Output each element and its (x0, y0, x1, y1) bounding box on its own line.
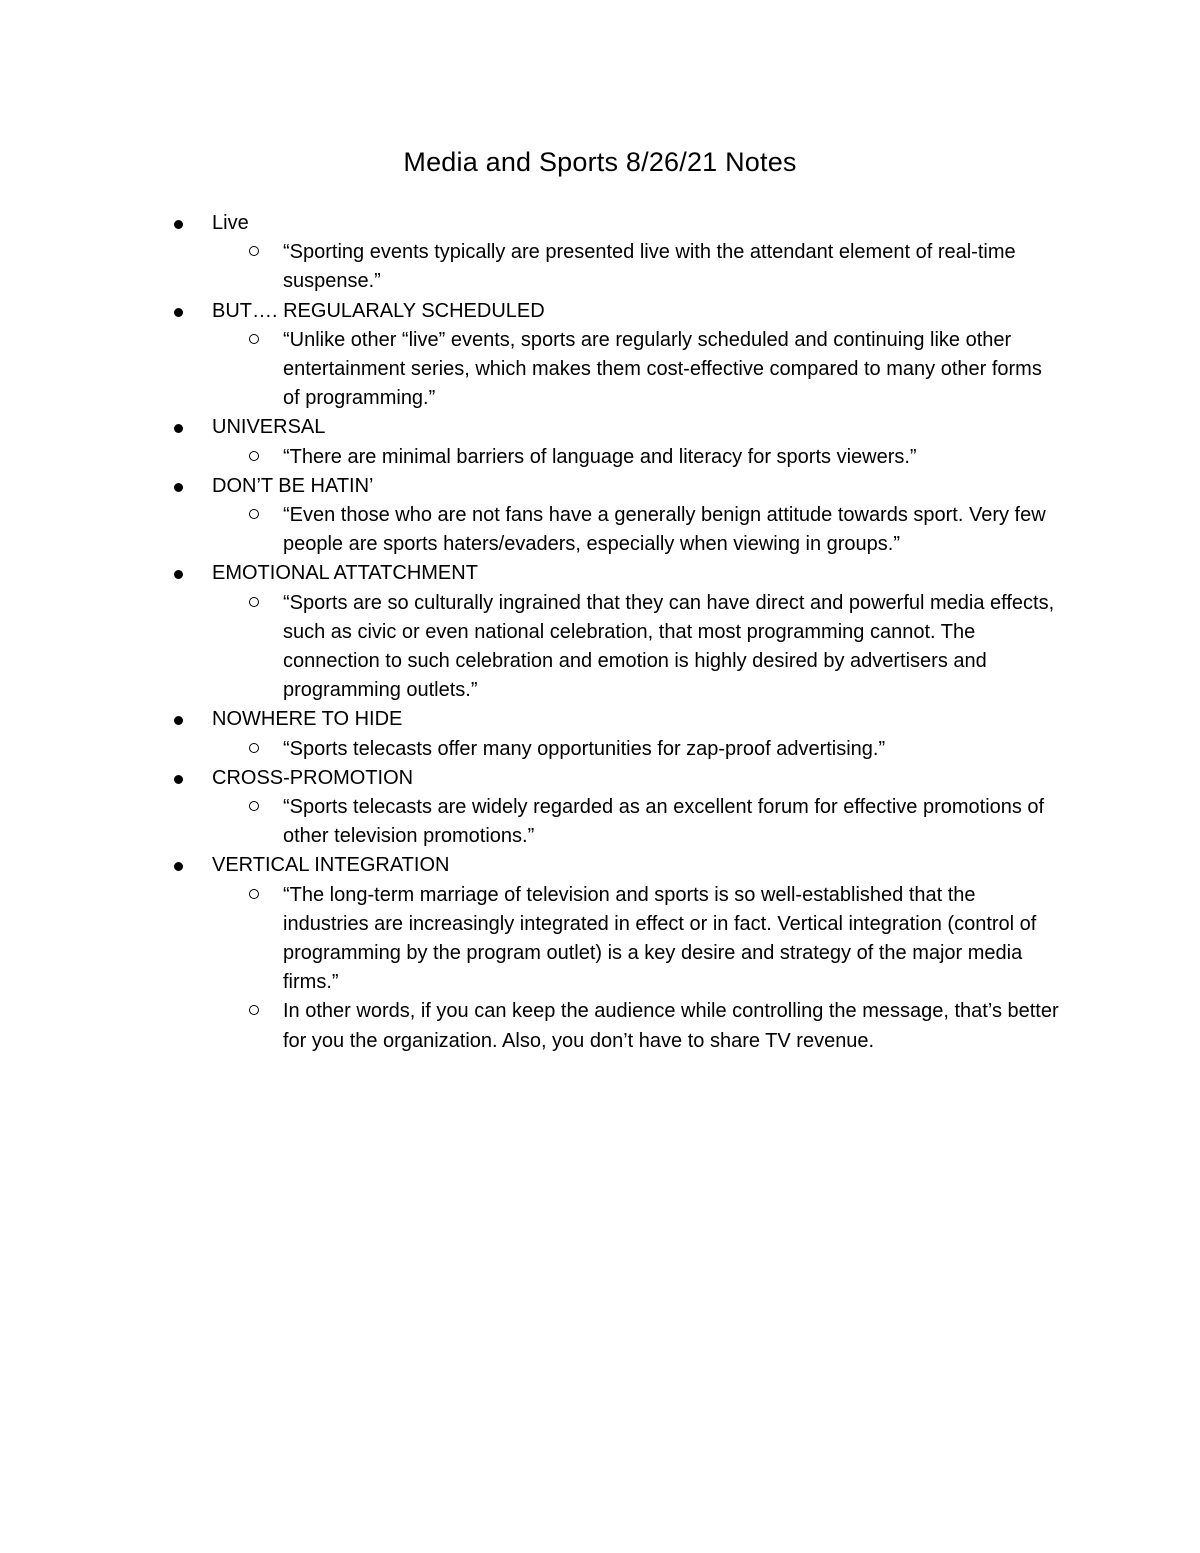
hollow-bullet-icon (249, 801, 259, 811)
topic-label: VERTICAL INTEGRATION (212, 854, 450, 877)
bullet-icon (174, 716, 183, 725)
hollow-bullet-icon (249, 246, 259, 256)
topic-label: EMOTIONAL ATTATCHMENT (212, 562, 478, 585)
sub-point (0, 589, 1200, 706)
sub-point-text: “The long-term marriage of television and sports is so well-established that the industries are increasingly integrated in effect or in fact. Vertical integration (control of programming by the program outlet) is a key desire and strategy of the major media firms.” (283, 883, 1037, 994)
topic-item (0, 559, 1200, 588)
sub-point-text: “Even those who are not fans have a generally benign attitude towards sport. Very few people are sports haters/evaders, especially when viewing in groups.” (283, 504, 1046, 556)
hollow-bullet-icon (249, 451, 259, 461)
topic-item (0, 472, 1200, 501)
document-title: Media and Sports 8/26/21 Notes (403, 147, 797, 177)
bullet-icon (174, 570, 183, 579)
bullet-icon (174, 308, 183, 317)
hollow-bullet-icon (249, 889, 259, 899)
topic-item (0, 705, 1200, 734)
topic-label: DON’T BE HATIN’ (212, 474, 374, 497)
sub-point (0, 793, 1200, 851)
topic-item (0, 764, 1200, 793)
sub-point (0, 326, 1200, 414)
topic-label: UNIVERSAL (212, 416, 326, 439)
sub-point-text: In other words, if you can keep the audience while controlling the message, that’s better for you the organization. Also, you don’t have to share TV revenue. (283, 1000, 1059, 1052)
bullet-icon (174, 775, 183, 784)
sub-point (0, 735, 1200, 764)
bullet-icon (174, 862, 183, 871)
hollow-bullet-icon (249, 743, 259, 753)
bullet-icon (174, 220, 183, 229)
hollow-bullet-icon (249, 509, 259, 519)
sub-point-text: “Unlike other “live” events, sports are regularly scheduled and continuing like other entertainment series, which makes them cost-effective compared to many other forms of programming.” (283, 328, 1042, 410)
sub-point-text: “Sports telecasts offer many opportunities for zap-proof advertising.” (283, 737, 886, 760)
topic-label: NOWHERE TO HIDE (212, 708, 403, 731)
topic-item (0, 209, 1200, 238)
sub-point (0, 881, 1200, 998)
bullet-icon (174, 483, 183, 492)
sub-point-text: “Sporting events typically are presented live with the attendant element of real-time suspense.” (283, 241, 1016, 293)
sub-point (0, 501, 1200, 559)
sub-point-text: “Sports are so culturally ingrained that they can have direct and powerful media effects, such as civic or even national celebration, that most programming cannot. The connection to such celebration and emotion is highly desired by advertisers and programming outlets.” (283, 591, 1055, 702)
topic-item (0, 297, 1200, 326)
topic-label: BUT…. REGULARALY SCHEDULED (212, 299, 545, 322)
bullet-icon (174, 424, 183, 433)
notes-list (0, 209, 1200, 1056)
topic-label: Live (212, 212, 249, 234)
sub-point (0, 997, 1200, 1055)
hollow-bullet-icon (249, 597, 259, 607)
sub-point-text: “There are minimal barriers of language and literacy for sports viewers.” (283, 445, 917, 468)
topic-item (0, 413, 1200, 442)
hollow-bullet-icon (249, 334, 259, 344)
topic-label: CROSS-PROMOTION (212, 766, 414, 789)
sub-point (0, 443, 1200, 472)
sub-point-text: “Sports telecasts are widely regarded as an excellent forum for effective promotions of other television promotions.” (283, 796, 1045, 848)
hollow-bullet-icon (249, 1005, 259, 1015)
sub-point (0, 238, 1200, 296)
topic-item (0, 851, 1200, 880)
